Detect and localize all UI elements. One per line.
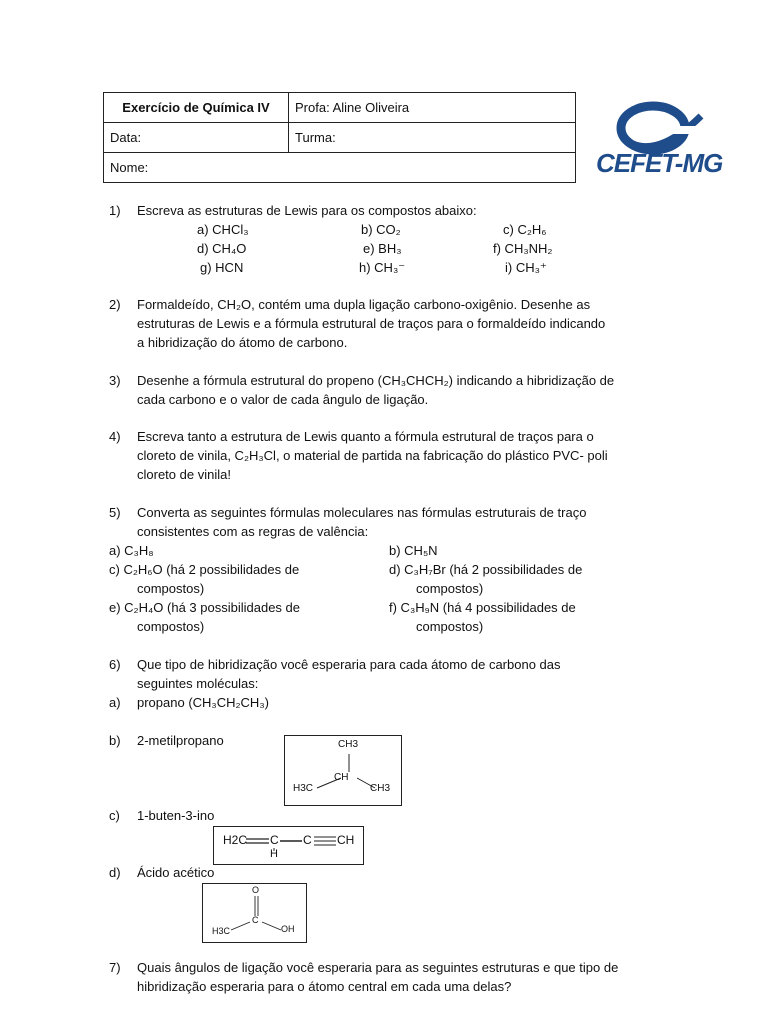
q5-item-e-cont: compostos) <box>137 619 205 634</box>
q1-text: Escreva as estruturas de Lewis para os compostos abaixo: <box>137 203 477 218</box>
q7-number: 7) <box>109 960 121 975</box>
header-table <box>103 92 576 183</box>
2-methylpropane-left: H3C <box>293 783 314 794</box>
q2-line1: Formaldeído, CH₂O, contém uma dupla ligação carbono-oxigênio. Desenhe as <box>137 297 591 312</box>
q6-c-text: 1-buten-3-ino <box>137 808 215 823</box>
q3-line1: Desenhe a fórmula estrutural do propeno (CH₃CHCH₂) indicando a hibridização de <box>137 373 615 388</box>
q1-item-a: a) CHCl₃ <box>197 222 249 237</box>
2-methylpropane-top: CH3 <box>338 739 359 750</box>
structure-acetic-acid <box>202 883 307 943</box>
2-methylpropane-center: CH <box>334 772 349 783</box>
q5-item-f: f) C₃H₉N (há 4 possibilidades de <box>389 600 576 615</box>
q6-line1: Que tipo de hibridização você esperaria para cada átomo de carbono das <box>137 657 561 672</box>
2-methylpropane-right: CH3 <box>370 783 391 794</box>
q5-item-b: b) CH₅N <box>389 543 438 558</box>
q5-number: 5) <box>109 505 121 520</box>
q6-number: 6) <box>109 657 121 672</box>
q1-item-d: d) CH₄O <box>197 241 247 256</box>
buteneino-h2c: H2C <box>223 833 248 847</box>
q7-line1: Quais ângulos de ligação você esperaria para as seguintes estruturas e que tipo de <box>137 960 619 975</box>
logo-text: CEFET-MG <box>596 148 723 178</box>
q1-item-g: g) HCN <box>200 260 244 275</box>
acetic-acid-c: C <box>252 915 259 925</box>
q6-b-text: 2-metilpropano <box>137 733 224 748</box>
q6-d-label: d) <box>109 865 121 880</box>
q5-item-e: e) C₂H₄O (há 3 possibilidades de <box>109 600 301 615</box>
class-field[interactable]: Turma: <box>289 123 576 153</box>
q1-number: 1) <box>109 203 121 218</box>
q1-item-b: b) CO₂ <box>361 222 401 237</box>
q5-item-d-cont: compostos) <box>416 581 484 596</box>
date-field[interactable]: Data: <box>104 123 289 153</box>
q5-item-a: a) C₃H₈ <box>109 543 154 558</box>
structure-1-buten-3-ino <box>213 826 364 865</box>
q6-a-label: a) <box>109 695 121 710</box>
q1-item-i: i) CH₃⁺ <box>505 260 547 275</box>
q5-item-c: c) C₂H₆O (há 2 possibilidades de <box>109 562 300 577</box>
q7-line2: hibridização esperaria para o átomo central em cada uma delas? <box>137 979 512 994</box>
q2-line2: estruturas de Lewis e a fórmula estrutural de traços para o formaldeído indicando <box>137 316 606 331</box>
q2-number: 2) <box>109 297 121 312</box>
teacher-name: Profa: Aline Oliveira <box>289 93 576 123</box>
q2-line3: a hibridização do átomo de carbono. <box>137 335 348 350</box>
q5-line2: consistentes com as regras de valência: <box>137 524 369 539</box>
q5-item-f-cont: compostos) <box>416 619 484 634</box>
q4-number: 4) <box>109 429 121 444</box>
acetic-acid-oh: OH <box>281 924 295 934</box>
q6-c-label: c) <box>109 808 120 823</box>
q3-number: 3) <box>109 373 121 388</box>
buteneino-c1: C <box>270 833 279 847</box>
q4-line2: cloreto de vinila, C₂H₃Cl, o material de partida na fabricação do plástico PVC- poli <box>137 448 608 463</box>
q6-b-label: b) <box>109 733 121 748</box>
q5-line1: Converta as seguintes fórmulas moleculares nas fórmulas estruturais de traço <box>137 505 587 520</box>
q5-item-d: d) C₃H₇Br (há 2 possibilidades de <box>389 562 583 577</box>
q5-item-c-cont: compostos) <box>137 581 205 596</box>
structure-2-methylpropane <box>284 735 402 806</box>
q6-line2: seguintes moléculas: <box>137 676 259 691</box>
q1-item-e: e) BH₃ <box>363 241 402 256</box>
buteneino-h: H <box>270 848 278 860</box>
q6-d-text: Ácido acético <box>137 865 215 880</box>
q4-line3: cloreto de vinila! <box>137 467 231 482</box>
name-field[interactable]: Nome: <box>104 153 576 183</box>
acetic-acid-o: O <box>252 885 260 895</box>
buteneino-ch: CH <box>337 833 355 847</box>
q1-item-h: h) CH₃⁻ <box>359 260 406 275</box>
acetic-acid-h3c: H3C <box>212 926 231 936</box>
q1-item-c: c) C₂H₆ <box>503 222 547 237</box>
q4-line1: Escreva tanto a estrutura de Lewis quanto a fórmula estrutural de traços para o <box>137 429 594 444</box>
buteneino-c2: C <box>303 833 312 847</box>
q3-line2: cada carbono e o valor de cada ângulo de ligação. <box>137 392 429 407</box>
q1-item-f: f) CH₃NH₂ <box>493 241 553 256</box>
q6-a-text: propano (CH₃CH₂CH₃) <box>137 695 269 710</box>
exercise-title: Exercício de Química IV <box>104 93 289 123</box>
